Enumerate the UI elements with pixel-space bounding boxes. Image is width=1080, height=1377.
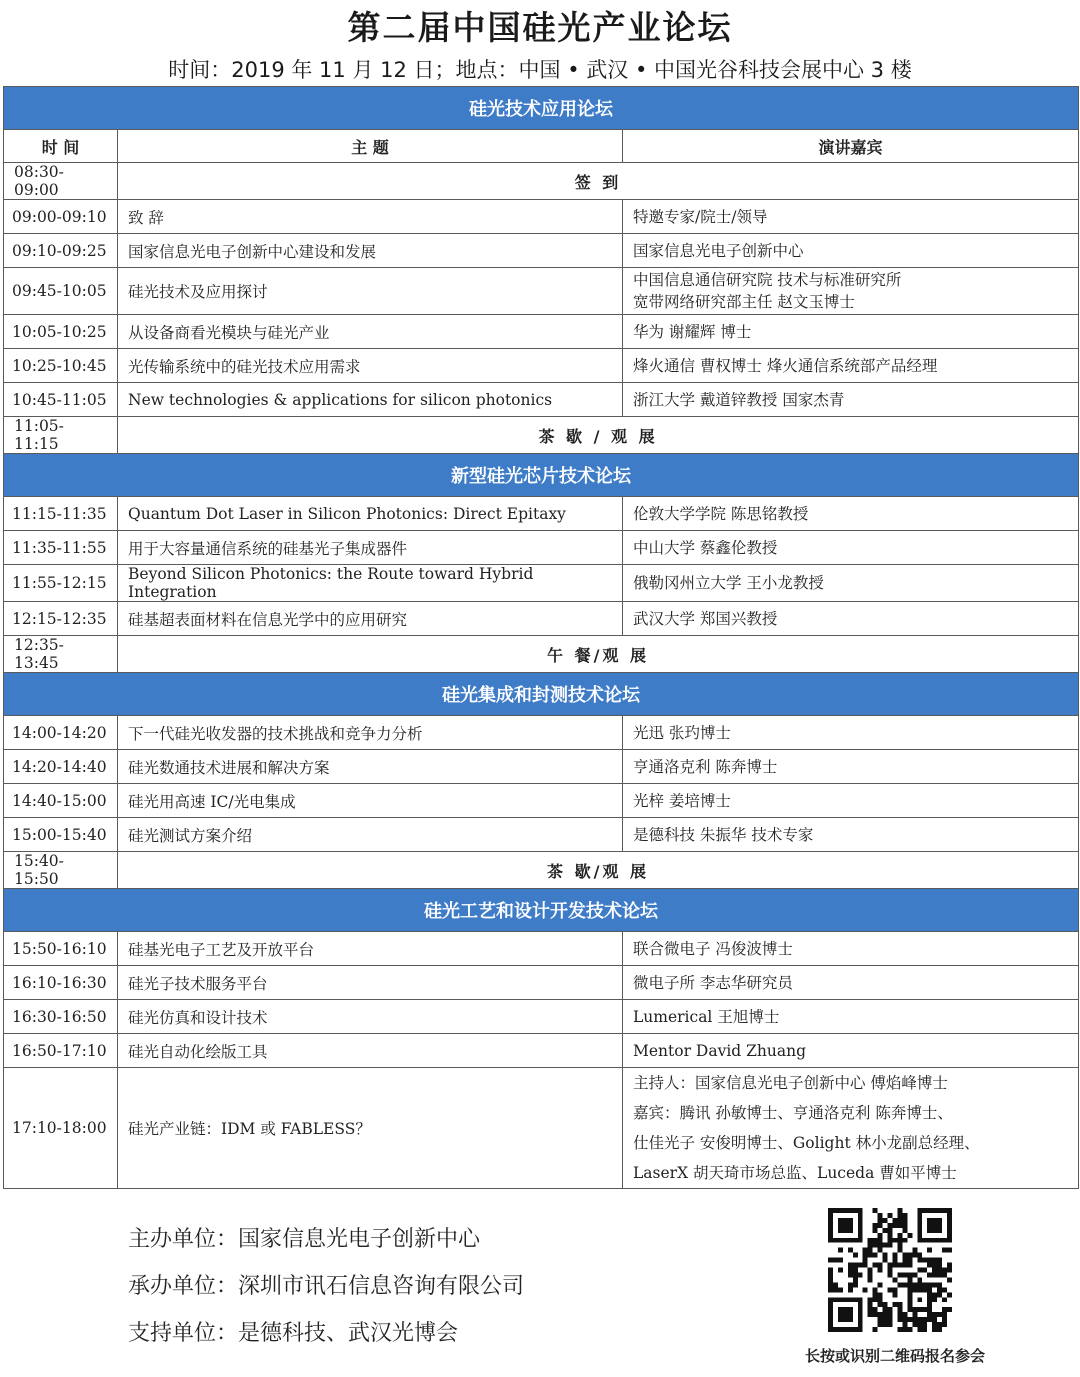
agenda-row xyxy=(4,234,1079,268)
section-title: 新型硅光芯片技术论坛 xyxy=(4,454,1079,497)
speaker-line: 华为 谢耀辉 博士 xyxy=(633,322,752,341)
break-row xyxy=(4,636,1079,673)
section-header xyxy=(4,889,1079,932)
topic-cell: 硅光自动化绘版工具 xyxy=(118,1034,623,1068)
break-label: 午 餐/观 展 xyxy=(118,636,1079,673)
speaker-line: 联合微电子 冯俊波博士 xyxy=(633,939,793,958)
speaker-cell xyxy=(623,268,1079,315)
speaker-cell xyxy=(623,818,1079,852)
speaker-line: 国家信息光电子创新中心 xyxy=(633,241,804,260)
agenda-row xyxy=(4,602,1079,636)
speaker-line: 微电子所 李志华研究员 xyxy=(633,973,793,992)
topic-cell: 硅基光电子工艺及开放平台 xyxy=(118,932,623,966)
speaker-cell xyxy=(623,565,1079,602)
column-header-row xyxy=(4,130,1079,163)
time-cell: 15:00-15:40 xyxy=(4,818,118,852)
speaker-line: 特邀专家/院士/领导 xyxy=(633,207,768,226)
speaker-line: 光迅 张玓博士 xyxy=(633,723,731,742)
speaker-cell xyxy=(623,200,1079,234)
speaker-cell xyxy=(623,315,1079,349)
speaker-cell xyxy=(623,716,1079,750)
topic-cell: 硅光子技术服务平台 xyxy=(118,966,623,1000)
speaker-line: 浙江大学 戴道锌教授 国家杰青 xyxy=(633,390,845,409)
speaker-cell xyxy=(623,1000,1079,1034)
agenda-row xyxy=(4,497,1079,531)
speaker-line: 仕佳光子 安俊明博士、Golight 林小龙副总经理、 xyxy=(633,1134,980,1152)
section-title: 硅光技术应用论坛 xyxy=(4,87,1079,130)
agenda-row xyxy=(4,716,1079,750)
speaker-line: 是德科技 朱振华 技术专家 xyxy=(633,825,814,844)
time-cell: 09:45-10:05 xyxy=(4,268,118,315)
topic-cell: 硅光测试方案介绍 xyxy=(118,818,623,852)
section-title: 硅光工艺和设计开发技术论坛 xyxy=(4,889,1079,932)
speaker-cell xyxy=(623,750,1079,784)
time-cell: 14:20-14:40 xyxy=(4,750,118,784)
topic-cell: 从设备商看光模块与硅光产业 xyxy=(118,315,623,349)
time-cell: 10:05-10:25 xyxy=(4,315,118,349)
speaker-cell xyxy=(623,234,1079,268)
agenda-row xyxy=(4,1068,1079,1189)
break-label: 签 到 xyxy=(118,163,1079,200)
break-label: 茶 歇/观 展 xyxy=(118,852,1079,889)
page-title: 第二届中国硅光产业论坛 xyxy=(347,8,733,47)
time-cell: 15:50-16:10 xyxy=(4,932,118,966)
speaker-cell xyxy=(623,349,1079,383)
time-cell: 12:15-12:35 xyxy=(4,602,118,636)
time-cell: 11:05-11:15 xyxy=(4,417,118,454)
column-header-speaker: 演讲嘉宾 xyxy=(623,130,1079,163)
speaker-line: 宽带网络研究部主任 赵文玉博士 xyxy=(633,293,855,311)
speaker-line: Mentor David Zhuang xyxy=(633,1041,807,1060)
topic-cell: Quantum Dot Laser in Silicon Photonics: Direct Epitaxy xyxy=(118,497,623,531)
agenda-row xyxy=(4,268,1079,315)
section-header xyxy=(4,87,1079,130)
registration-qr-code[interactable] xyxy=(828,1208,952,1332)
speaker-line: 亨通洛克利 陈奔博士 xyxy=(633,757,778,776)
speaker-line: 烽火通信 曹权博士 烽火通信系统部产品经理 xyxy=(633,356,938,375)
break-row xyxy=(4,417,1079,454)
section-header xyxy=(4,673,1079,716)
agenda-row xyxy=(4,750,1079,784)
agenda-row xyxy=(4,1034,1079,1068)
topic-cell: 下一代硅光收发器的技术挑战和竞争力分析 xyxy=(118,716,623,750)
column-header-topic: 主 题 xyxy=(118,130,623,163)
time-cell: 16:50-17:10 xyxy=(4,1034,118,1068)
speaker-line: Lumerical 王旭博士 xyxy=(633,1007,780,1026)
time-cell: 11:35-11:55 xyxy=(4,531,118,565)
time-cell: 14:40-15:00 xyxy=(4,784,118,818)
time-cell: 08:30-09:00 xyxy=(4,163,118,200)
speaker-line: 伦敦大学学院 陈思铭教授 xyxy=(633,504,809,523)
speaker-cell xyxy=(623,784,1079,818)
topic-cell: 硅光技术及应用探讨 xyxy=(118,268,623,315)
event-time-location: 时间：2019 年 11 月 12 日；地点：中国 • 武汉 • 中国光谷科技会展中心 3 楼 xyxy=(168,58,912,82)
time-cell: 16:30-16:50 xyxy=(4,1000,118,1034)
speaker-cell xyxy=(623,497,1079,531)
time-cell: 09:00-09:10 xyxy=(4,200,118,234)
agenda-row xyxy=(4,349,1079,383)
column-header-time: 时 间 xyxy=(4,130,118,163)
host-organization: 主办单位：国家信息光电子创新中心 xyxy=(128,1227,481,1252)
time-cell: 14:00-14:20 xyxy=(4,716,118,750)
break-row xyxy=(4,163,1079,200)
speaker-line: 武汉大学 郑国兴教授 xyxy=(633,609,778,628)
time-cell: 10:25-10:45 xyxy=(4,349,118,383)
speaker-cell xyxy=(623,1068,1079,1189)
time-cell: 15:40-15:50 xyxy=(4,852,118,889)
time-cell: 11:15-11:35 xyxy=(4,497,118,531)
speaker-cell xyxy=(623,1034,1079,1068)
section-header xyxy=(4,454,1079,497)
break-label: 茶 歇 / 观 展 xyxy=(118,417,1079,454)
qr-caption: 长按或识别二维码报名参会 xyxy=(804,1347,985,1365)
speaker-line: 中山大学 蔡鑫伦教授 xyxy=(633,538,778,557)
topic-cell: 硅光仿真和设计技术 xyxy=(118,1000,623,1034)
speaker-cell xyxy=(623,531,1079,565)
speaker-cell xyxy=(623,966,1079,1000)
agenda-row xyxy=(4,200,1079,234)
agenda-row xyxy=(4,966,1079,1000)
topic-cell: Beyond Silicon Photonics: the Route toward Hybrid Integration xyxy=(118,565,623,602)
speaker-line: LaserX 胡天琦市场总监、Luceda 曹如平博士 xyxy=(633,1164,957,1182)
agenda-row xyxy=(4,315,1079,349)
agenda-row xyxy=(4,383,1079,417)
topic-cell: 光传输系统中的硅光技术应用需求 xyxy=(118,349,623,383)
agenda-row xyxy=(4,1000,1079,1034)
time-cell: 11:55-12:15 xyxy=(4,565,118,602)
section-title: 硅光集成和封测技术论坛 xyxy=(4,673,1079,716)
agenda-row xyxy=(4,784,1079,818)
speaker-line: 光梓 姜培博士 xyxy=(633,791,731,810)
speaker-line: 嘉宾：腾讯 孙敏博士、亨通洛克利 陈奔博士、 xyxy=(633,1104,953,1122)
speaker-cell xyxy=(623,932,1079,966)
time-cell: 10:45-11:05 xyxy=(4,383,118,417)
topic-cell: 硅光产业链：IDM 或 FABLESS？ xyxy=(118,1068,623,1189)
topic-cell: New technologies & applications for silicon photonics xyxy=(118,383,623,417)
time-cell: 17:10-18:00 xyxy=(4,1068,118,1189)
topic-cell: 致 辞 xyxy=(118,200,623,234)
speaker-line: 主持人：国家信息光电子创新中心 傅焰峰博士 xyxy=(633,1074,948,1092)
speaker-line: 俄勒冈州立大学 王小龙教授 xyxy=(633,574,824,592)
topic-cell: 用于大容量通信系统的硅基光子集成器件 xyxy=(118,531,623,565)
speaker-cell xyxy=(623,383,1079,417)
topic-cell: 硅基超表面材料在信息光学中的应用研究 xyxy=(118,602,623,636)
topic-cell: 硅光用高速 IC/光电集成 xyxy=(118,784,623,818)
speaker-cell xyxy=(623,602,1079,636)
speaker-line: 中国信息通信研究院 技术与标准研究所 xyxy=(633,271,902,289)
agenda-row xyxy=(4,531,1079,565)
support-organization: 支持单位：是德科技、武汉光博会 xyxy=(128,1321,459,1346)
agenda-table xyxy=(3,86,1079,1189)
time-cell: 16:10-16:30 xyxy=(4,966,118,1000)
topic-cell: 国家信息光电子创新中心建设和发展 xyxy=(118,234,623,268)
time-cell: 12:35-13:45 xyxy=(4,636,118,673)
organizer-organization: 承办单位：深圳市讯石信息咨询有限公司 xyxy=(128,1274,525,1299)
agenda-row xyxy=(4,818,1079,852)
break-row xyxy=(4,852,1079,889)
time-cell: 09:10-09:25 xyxy=(4,234,118,268)
topic-cell: 硅光数通技术进展和解决方案 xyxy=(118,750,623,784)
agenda-row xyxy=(4,932,1079,966)
agenda-row xyxy=(4,565,1079,602)
